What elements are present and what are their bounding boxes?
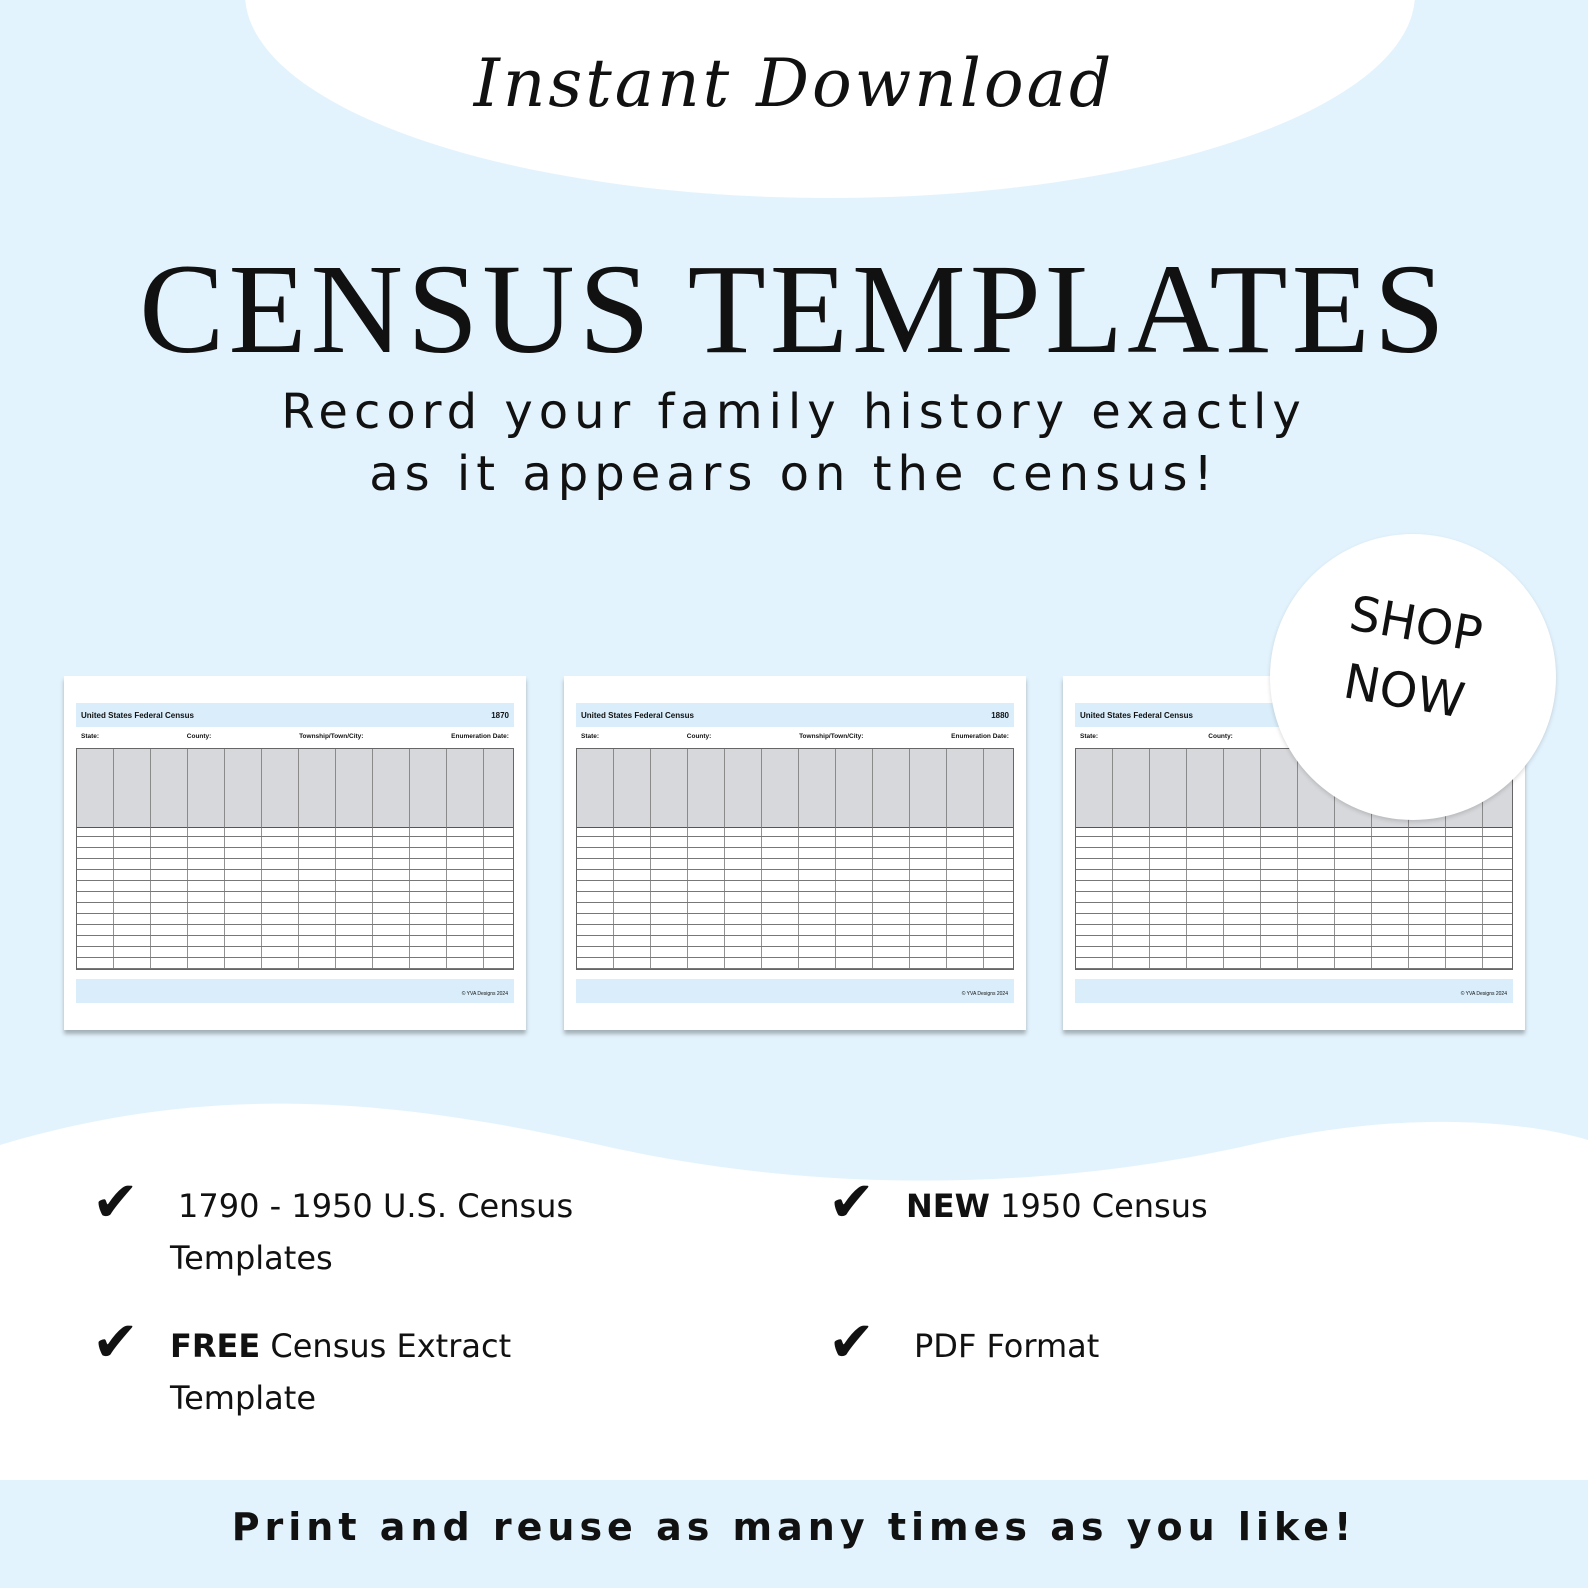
field-enumeration: Enumeration Date: (451, 733, 509, 740)
feature-bold: FREE (170, 1327, 261, 1365)
preview-copyright: © YVA Designs 2024 (961, 991, 1008, 997)
field-township: Township/Town/City: (299, 733, 364, 740)
preview-copyright: © YVA Designs 2024 (461, 991, 508, 997)
census-table-grid (576, 748, 1014, 970)
subtitle-line-2: as it appears on the census! (369, 446, 1219, 502)
checkmark-icon: ✔ (828, 1170, 875, 1235)
feature-new-1950 (906, 1180, 1466, 1232)
checkmark-icon: ✔ (92, 1310, 139, 1375)
feature-text-line2: Templates (170, 1239, 333, 1277)
field-state: State: (1080, 733, 1099, 740)
preview-fields (581, 733, 1009, 740)
feature-text-line2: Template (170, 1379, 317, 1417)
field-state: State: (81, 733, 100, 740)
field-state: State: (581, 733, 600, 740)
preview-header-band (76, 703, 514, 727)
preview-heading: United States Federal Census (1080, 710, 1193, 720)
preview-footer-band (76, 979, 514, 1003)
feature-census-range (170, 1180, 730, 1284)
preview-copyright: © YVA Designs 2024 (1460, 991, 1507, 997)
subtitle-line-1: Record your family history exactly (281, 384, 1307, 440)
preview-fields (81, 733, 509, 740)
feature-text: 1790 - 1950 U.S. Census (178, 1187, 574, 1225)
preview-year: 1870 (491, 710, 509, 720)
bottom-wave-background (0, 1085, 1588, 1505)
preview-year: 1880 (991, 710, 1009, 720)
now-label: NOW (1339, 653, 1469, 730)
checkmark-icon: ✔ (92, 1170, 139, 1235)
instant-download-heading: Instant Download (473, 45, 1115, 122)
feature-text: PDF Format (914, 1327, 1100, 1365)
feature-free-extract (170, 1320, 730, 1424)
feature-pdf-format (914, 1320, 1474, 1372)
preview-heading: United States Federal Census (581, 710, 694, 720)
field-county: County: (686, 733, 712, 740)
field-county: County: (186, 733, 212, 740)
census-table-grid (76, 748, 514, 970)
table-columns (577, 749, 1013, 969)
field-county: County: (1208, 733, 1233, 740)
feature-text: Census Extract (260, 1327, 512, 1365)
shop-label: SHOP (1345, 585, 1487, 664)
footer-tagline: Print and reuse as many times as you like! (231, 1505, 1357, 1549)
census-preview-1870[interactable] (64, 676, 526, 1030)
feature-bold: NEW (906, 1187, 990, 1225)
field-enumeration: Enumeration Date: (951, 733, 1009, 740)
field-township: Township/Town/City: (799, 733, 864, 740)
preview-footer-band (1075, 979, 1513, 1003)
preview-header-band (576, 703, 1014, 727)
census-preview-1880[interactable] (564, 676, 1026, 1030)
preview-footer-band (576, 979, 1014, 1003)
table-columns (77, 749, 513, 969)
preview-heading: United States Federal Census (81, 710, 194, 720)
checkmark-icon: ✔ (828, 1310, 875, 1375)
page-title: CENSUS TEMPLATES (139, 238, 1449, 380)
feature-text: 1950 Census (989, 1187, 1208, 1225)
